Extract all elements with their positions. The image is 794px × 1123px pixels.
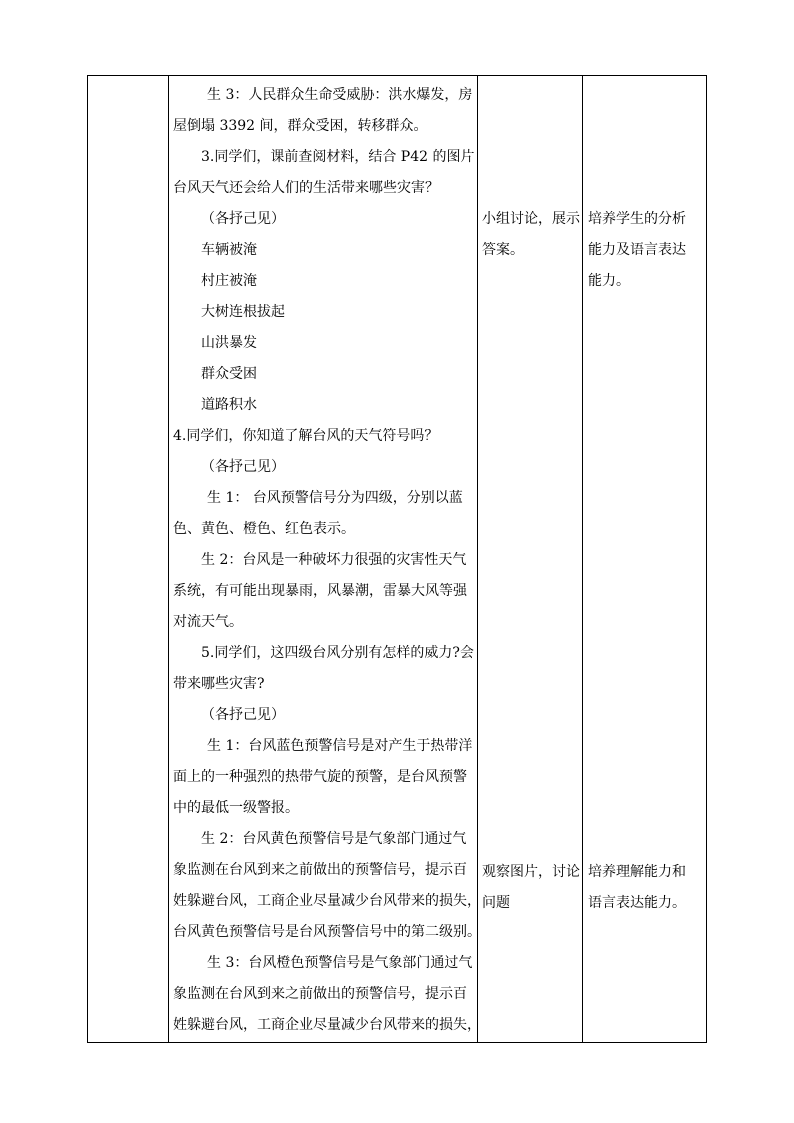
purpose-1-line: 培养学生的分析 <box>588 211 686 227</box>
process-line: 山洪暴发 <box>201 335 257 351</box>
process-line: 对流天气。 <box>173 614 243 630</box>
process-line: （各抒己见） <box>201 459 285 475</box>
process-line: 生 3：台风橙色预警信号是气象部门通过气 <box>207 955 473 971</box>
process-line: 姓躲避台风，工商企业尽量减少台风带来的损失， <box>173 1017 481 1033</box>
process-line: 象监测在台风到来之前做出的预警信号，提示百 <box>173 862 467 878</box>
process-line: 村庄被淹 <box>201 273 257 289</box>
student-activity-1 <box>482 204 580 266</box>
process-line: 3.同学们，课前查阅材料，结合 P42 的图片 <box>201 149 475 165</box>
process-line: 群众受困 <box>201 366 257 382</box>
activity-1-line: 小组讨论，展示 <box>482 211 580 227</box>
process-line: 生 2：台风黄色预警信号是气象部门通过气 <box>201 831 467 847</box>
column-divider-3 <box>582 76 583 1042</box>
process-line: 4.同学们，你知道了解台风的天气符号吗？ <box>173 428 439 444</box>
process-line: 大树连根拔起 <box>201 304 285 320</box>
process-line: 5.同学们，这四级台风分别有怎样的威力?会 <box>201 645 474 661</box>
process-line: 台风黄色预警信号是台风预警信号中的第二级别。 <box>173 924 481 940</box>
process-line: 生 2：台风是一种破坏力很强的灾害性天气 <box>201 552 467 568</box>
process-line: 台风天气还会给人们的生活带来哪些灾害？ <box>173 180 439 196</box>
process-line: 象监测在台风到来之前做出的预警信号，提示百 <box>173 986 467 1002</box>
design-purpose-2 <box>588 857 686 919</box>
process-line: 生 1： 台风预警信号分为四级，分别以蓝 <box>207 490 463 506</box>
design-purpose-1 <box>588 204 686 297</box>
purpose-2-line: 语言表达能力。 <box>588 895 686 911</box>
purpose-1-line: 能力及语言表达 <box>588 242 686 258</box>
purpose-1-line: 能力。 <box>588 273 630 289</box>
process-line: 中的最低一级警报。 <box>173 800 299 816</box>
lesson-table <box>87 75 707 1043</box>
process-line: （各抒己见） <box>201 211 285 227</box>
process-line: 带来哪些灾害? <box>173 676 265 692</box>
activity-2-line: 观察图片，讨论 <box>482 864 580 880</box>
process-line: （各抒己见） <box>201 707 285 723</box>
process-line: 面上的一种强烈的热带气旋的预警，是台风预警 <box>173 769 467 785</box>
process-line: 屋倒塌 3392 间，群众受困，转移群众。 <box>173 118 428 134</box>
process-line: 姓躲避台风，工商企业尽量减少台风带来的损失， <box>173 893 481 909</box>
activity-1-line: 答案。 <box>482 242 524 258</box>
student-activity-2 <box>482 857 580 919</box>
process-line: 生 1：台风蓝色预警信号是对产生于热带洋 <box>207 738 473 754</box>
process-line: 色、黄色、橙色、红色表示。 <box>173 521 355 537</box>
activity-2-line: 问题 <box>482 895 510 911</box>
process-line: 系统，有可能出现暴雨，风暴潮，雷暴大风等强 <box>173 583 467 599</box>
process-line: 生 3：人民群众生命受威胁：洪水爆发，房 <box>207 87 473 103</box>
process-line: 道路积水 <box>201 397 257 413</box>
purpose-2-line: 培养理解能力和 <box>588 864 686 880</box>
process-line: 车辆被淹 <box>201 242 257 258</box>
